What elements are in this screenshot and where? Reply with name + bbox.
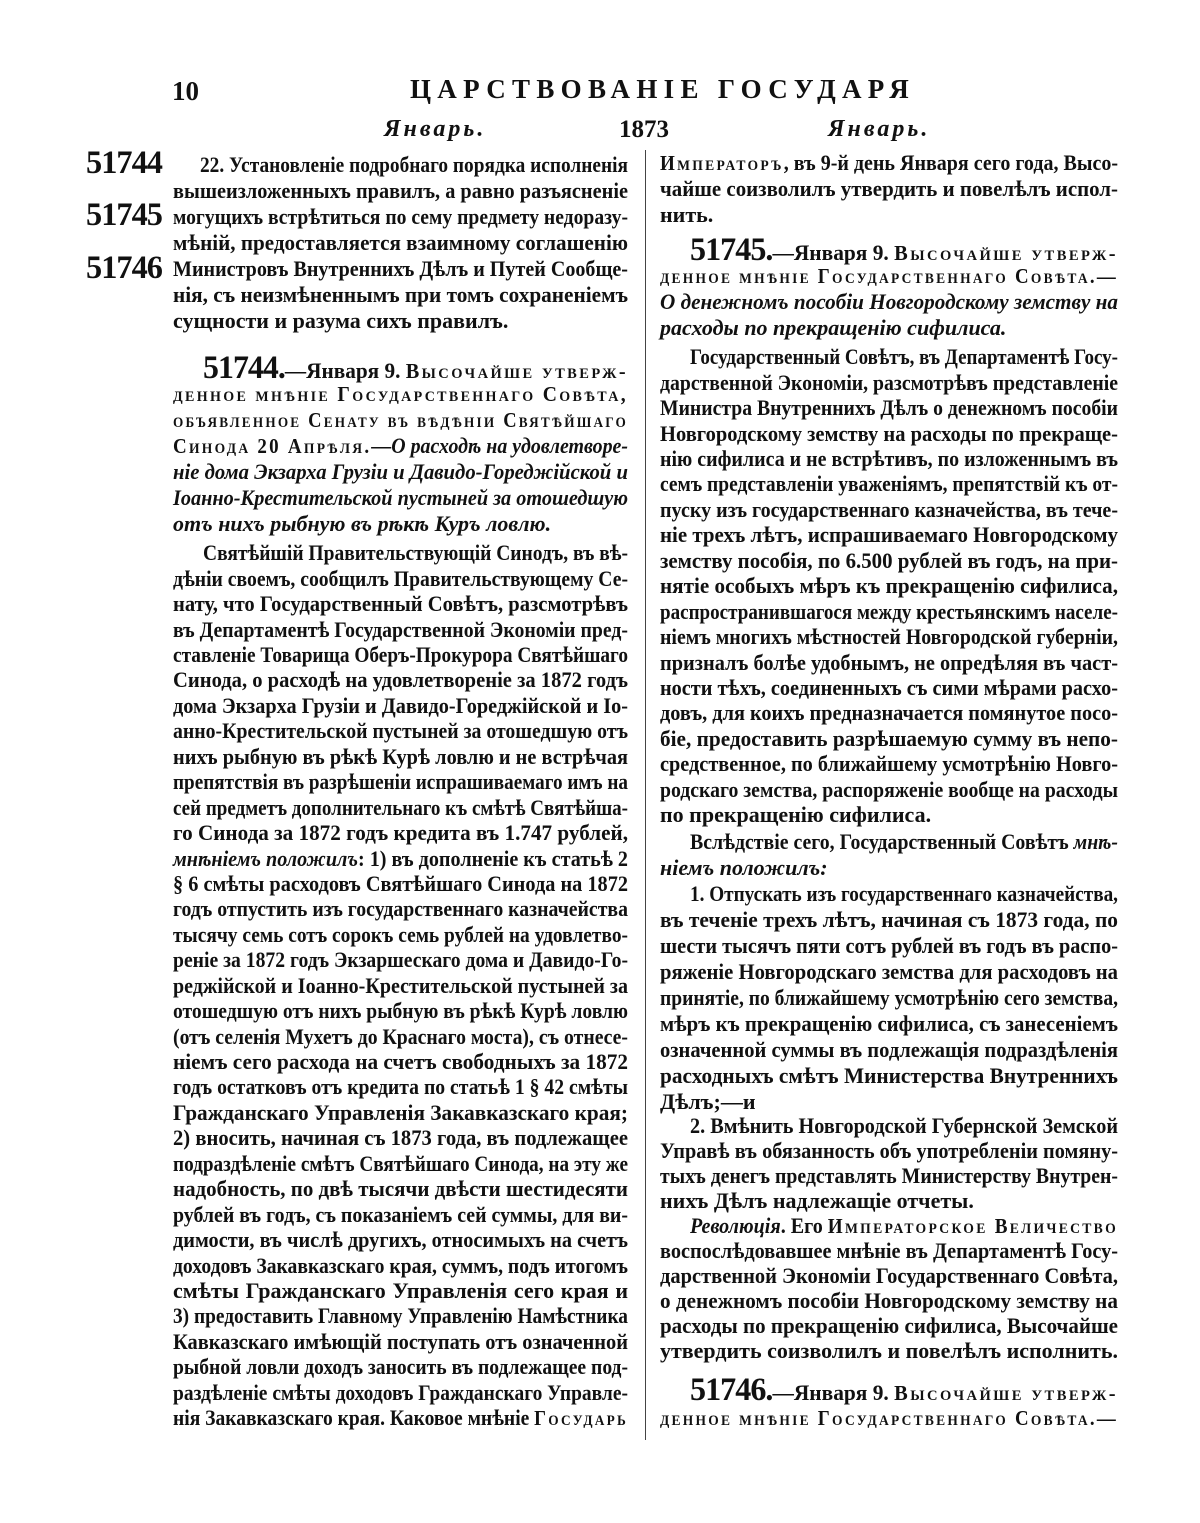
- text-line: [173, 1253, 628, 1278]
- act-51745-resolution: [660, 829, 1118, 881]
- text-run: —Января 9.: [284, 358, 406, 383]
- text-run: надобность, по двѣ тысячи двѣсти шестидесяти: [173, 1176, 628, 1202]
- text-run: ряженіе Новгородскаго земства для расходовъ на: [660, 959, 1118, 984]
- text-run: призналъ болѣе удобнымъ, не опредѣляя въ част-: [660, 649, 1118, 675]
- text-run: 3) предоставить Главному Управленію Намѣстника: [173, 1303, 628, 1329]
- text-line: [660, 1188, 1118, 1213]
- text-line: [660, 777, 1118, 802]
- act-51744-heading: [173, 350, 628, 537]
- text-run: подраздѣленіе смѣтъ Святѣйшаго Синода, на эту же: [173, 1150, 628, 1176]
- text-run: рыбной ловли доходъ заносить въ подлежащее под-: [173, 1354, 628, 1380]
- italic-text: Революція: [690, 1212, 781, 1238]
- text-line: [173, 1354, 628, 1379]
- text-run: дарственной Экономіи, разсмотрѣвъ представленіе: [660, 369, 1118, 395]
- text-line: [173, 642, 628, 667]
- text-line: [660, 1037, 1118, 1063]
- text-line: [660, 650, 1118, 675]
- text-line: [173, 204, 628, 230]
- text-line: [660, 802, 1118, 827]
- text-line: [660, 675, 1118, 700]
- text-run: нятіе особыхъ мѣръ къ прекращенію сифилиса,: [660, 573, 1118, 599]
- text-line: [173, 540, 628, 565]
- text-run: доходовъ Закавказскаго края, суммъ, подъ итогомъ: [173, 1252, 628, 1278]
- item-22: [173, 152, 628, 334]
- text-run: реніе за 1872 годъ Экзаршескаго дома и Давидо-Го-: [173, 947, 628, 973]
- text-line: [173, 871, 628, 896]
- margin-number: 51746: [86, 250, 162, 286]
- text-line: [173, 566, 628, 591]
- small-caps-text: Императоръ: [660, 151, 784, 175]
- text-run: смѣты Гражданскаго Управленія сего края и: [173, 1277, 628, 1303]
- text-run: мѣній, предоставляется взаимному соглашенію: [173, 230, 628, 255]
- text-line: [173, 1227, 628, 1252]
- page-number: 10: [172, 76, 199, 106]
- text-line: [173, 152, 628, 178]
- text-line: [660, 1338, 1118, 1363]
- text-line: [660, 548, 1118, 573]
- text-line: [660, 726, 1118, 751]
- text-line: [173, 1049, 628, 1074]
- act-51744-end: [660, 150, 1118, 228]
- text-run: земству пособія, по 6.500 рублей въ годъ, на при-: [660, 547, 1118, 573]
- text-run: нихъ Дѣлъ надлежащіе отчеты.: [660, 1187, 974, 1213]
- text-line: [660, 624, 1118, 649]
- text-run: Кавказскаго имѣющій поступать отъ означенной: [173, 1328, 628, 1354]
- text-run: —Января 9.: [772, 240, 895, 265]
- text-line: [173, 1380, 628, 1405]
- text-line: [173, 350, 628, 386]
- text-line: [660, 573, 1118, 598]
- text-run: димости, въ числѣ другихъ, относимыхъ на счетъ: [173, 1227, 628, 1253]
- text-line: [173, 922, 628, 947]
- text-run: реджійской и Іоанно-Крестительской пустыней за: [173, 972, 628, 998]
- text-line: [173, 381, 628, 407]
- text-line: [660, 1213, 1118, 1238]
- margin-number: 51745: [86, 197, 162, 233]
- text-run: означенной суммы въ подлежащія подраздѣленія: [660, 1037, 1118, 1062]
- italic-text: Іоанно-Крестительской пустыней за отошедшую: [173, 485, 628, 510]
- text-line: [173, 407, 628, 433]
- text-line: [173, 1176, 628, 1201]
- italic-text: —О расходѣ на удовлетворе-: [371, 433, 628, 458]
- text-run: мѣръ къ прекращенію сифилиса, съ занесеніемъ: [660, 1011, 1118, 1036]
- text-line: [660, 1404, 1118, 1431]
- text-run: Министровъ Внутреннихъ Дѣлъ и Путей Сообще-: [173, 256, 628, 281]
- text-line: [173, 308, 628, 334]
- text-run: Государственный Совѣтъ, въ Департаментѣ Госу-: [690, 344, 1118, 370]
- text-line: [173, 1074, 628, 1099]
- text-line: [173, 667, 628, 692]
- text-run: принятіе, по ближайшему усмотрѣнію сего земства,: [660, 985, 1118, 1010]
- act-51746-heading: [660, 1371, 1118, 1431]
- text-line: [173, 947, 628, 972]
- text-run: 2) вносить, начиная съ 1873 года, въ подлежащее: [173, 1125, 628, 1151]
- text-run: средственное, по ближайшему усмотрѣнію Новго-: [660, 751, 1118, 777]
- text-line: [173, 256, 628, 282]
- act-number: 51746.: [690, 1371, 773, 1408]
- text-line: [660, 522, 1118, 547]
- text-run: годъ отпустить изъ государственнаго казначейства: [173, 896, 628, 922]
- text-line: [660, 933, 1118, 959]
- text-line: [660, 289, 1118, 315]
- text-line: [173, 282, 628, 308]
- text-run: пуску изъ государственнаго казначейства, въ тече-: [660, 496, 1118, 522]
- text-run: тыхъ денегъ представлять Министерству Внутрен-: [660, 1162, 1118, 1188]
- text-run: (отъ селенія Мухетъ до Краснаго моста), съ отнесе-: [173, 1023, 628, 1049]
- text-run: § 6 смѣты расходовъ Святѣйшаго Синода на 1872: [173, 870, 628, 896]
- text-run: Управѣ въ обязанность объ употребленіи помяну-: [660, 1137, 1118, 1163]
- text-run: сей предметъ дополнительнаго къ смѣтѣ Святѣйша-: [173, 794, 628, 820]
- text-run: отошедшую отъ нихъ рыбную въ рѣкѣ Курѣ ловлю: [173, 998, 628, 1024]
- act-51745-point-2: [660, 1113, 1118, 1213]
- running-title: ЦАРСТВОВАНІЕ ГОСУДАРЯ: [410, 74, 915, 104]
- text-line: [660, 344, 1118, 369]
- text-run: чайше соизволилъ утвердить и повелѣлъ испол-: [660, 176, 1118, 201]
- text-run: ніе трехъ лѣтъ, испрашиваемаго Новгородскому: [660, 522, 1118, 548]
- text-line: [173, 1278, 628, 1303]
- text-run: Святѣйшій Правительствующій Синодъ, въ вѣ-: [203, 540, 628, 566]
- text-line: [173, 1303, 628, 1328]
- act-51745-body: [660, 344, 1118, 827]
- text-line: [660, 1263, 1118, 1288]
- text-run: дѣніи своемъ, сообщилъ Правительствующему Се-: [173, 565, 628, 591]
- text-run: ности тѣхъ, соединенныхъ съ сими мѣрами расхо-: [660, 674, 1118, 700]
- small-caps-text: денное мнѣніе Государственнаго Совѣта.—: [660, 264, 1118, 288]
- act-number: 51745.: [690, 232, 773, 268]
- text-line: [660, 1163, 1118, 1188]
- text-line: [660, 1089, 1118, 1115]
- text-run: , въ 9-й день Января сего года, Высо-: [783, 150, 1118, 175]
- text-run: въ теченіе трехъ лѣтъ, начиная съ 1873 года, по: [660, 907, 1118, 932]
- text-run: нихъ рыбную въ рѣкѣ Курѣ ловлю и не встрѣчая: [173, 743, 628, 769]
- text-line: [173, 820, 628, 845]
- text-run: раздѣленіе смѣты доходовъ Гражданскаго Управле-: [173, 1379, 628, 1405]
- text-line: [173, 591, 628, 616]
- italic-text: мнѣ-: [1073, 829, 1118, 854]
- text-line: [173, 744, 628, 769]
- text-line: [660, 1238, 1118, 1263]
- italic-text: ніемъ положилъ:: [660, 855, 828, 880]
- act-number: 51744.: [203, 350, 285, 386]
- text-line: [173, 1202, 628, 1227]
- text-line: [660, 176, 1118, 202]
- text-run: нату, что Государственный Совѣтъ, разсмотрѣвъ: [173, 591, 628, 617]
- italic-text: ніе дома Экзарха Грузіи и Давидо-Гореджійской и: [173, 459, 628, 484]
- text-line: [173, 973, 628, 998]
- italic-text: расходы по прекращенію сифилиса.: [660, 315, 1007, 340]
- text-run: годъ остатковъ отъ кредита по статьѣ 1 § 42 смѣты: [173, 1074, 628, 1100]
- text-run: могущихъ встрѣтиться по сему предмету недоразу-: [173, 204, 628, 229]
- text-line: [660, 263, 1118, 289]
- text-line: [660, 1011, 1118, 1037]
- text-line: [660, 829, 1118, 855]
- text-run: распространившагося между крестьянскимъ населе-: [660, 598, 1118, 624]
- text-run: нія Закавказскаго края. Каковое мнѣніе: [173, 1405, 535, 1431]
- text-run: довъ, для коихъ предназначается помянутое посо-: [660, 700, 1118, 726]
- small-caps-text: Синода 20 Апрѣля.: [173, 434, 372, 458]
- small-caps-text: Высочайше утверж-: [894, 241, 1118, 265]
- small-caps-text: денное мнѣніе Государственнаго Совѣта.—: [660, 1405, 1118, 1430]
- year: 1873: [619, 116, 669, 143]
- text-line: [173, 1151, 628, 1176]
- text-line: [660, 881, 1118, 907]
- text-line: [173, 511, 628, 537]
- text-line: [660, 471, 1118, 496]
- text-line: [173, 1100, 628, 1125]
- text-run: сущности и разума сихъ правилъ.: [173, 308, 509, 333]
- small-caps-text: Высочайше утверж-: [894, 1380, 1118, 1405]
- text-line: [660, 959, 1118, 985]
- month-right: Январь.: [828, 116, 931, 142]
- text-line: [660, 599, 1118, 624]
- text-line: [660, 315, 1118, 341]
- text-run: —Января 9.: [772, 1379, 895, 1405]
- text-line: [660, 202, 1118, 228]
- text-line: [173, 718, 628, 743]
- text-run: Синода, о расходѣ на удовлетвореніе за 1872 годъ: [173, 667, 628, 693]
- text-run: го Синода за 1872 годъ кредита въ 1.747 рублей,: [173, 820, 628, 846]
- text-run: ставленіе Товарища Оберъ-Прокурора Святѣйшаго: [173, 642, 628, 668]
- text-line: [173, 795, 628, 820]
- text-run: ніемъ многихъ мѣстностей Новгородской губерніи,: [660, 624, 1118, 650]
- text-run: шести тысячъ пяти сотъ рублей въ годъ въ распо-: [660, 933, 1118, 958]
- text-line: [660, 370, 1118, 395]
- act-51745-heading: [660, 232, 1118, 341]
- text-line: [660, 855, 1118, 881]
- text-run: нія, съ неизмѣненнымъ при томъ сохраненіемъ: [173, 282, 628, 307]
- text-run: семъ представленіи уваженіямъ, препятствій къ от-: [660, 471, 1118, 497]
- text-line: [660, 1138, 1118, 1163]
- text-line: [173, 1329, 628, 1354]
- text-line: [660, 421, 1118, 446]
- act-51744-body: [173, 540, 628, 1430]
- text-run: Дѣлъ;—и: [660, 1089, 756, 1114]
- text-run: родскаго земства, распоряженіе вообще на расходы: [660, 776, 1118, 802]
- text-run: 1. Отпускать изъ государственнаго казначейства,: [690, 881, 1118, 906]
- text-run: воспослѣдовавшее мнѣніе въ Департаментѣ Госу-: [660, 1237, 1118, 1263]
- text-run: Вслѣдствіе сего, Государственный Совѣтъ: [690, 829, 1074, 854]
- text-line: [173, 230, 628, 256]
- text-run: вышеизложенныхъ правилъ, а равно разъясненіе: [173, 178, 628, 203]
- margin-number: 51744: [86, 145, 162, 181]
- text-line: [660, 497, 1118, 522]
- italic-text: мнѣніемъ положилъ: [173, 845, 358, 871]
- text-run: Гражданскаго Управленія Закавказскаго края;: [173, 1099, 628, 1125]
- text-run: : 1) въ дополненіе къ статьѣ 2: [357, 845, 628, 871]
- text-line: [660, 446, 1118, 471]
- text-run: 22. Установленіе подробнаго порядка исполненія: [200, 152, 628, 177]
- text-run: рублей въ годъ, съ показаніемъ сей суммы, для ви-: [173, 1201, 628, 1227]
- text-line: [173, 485, 628, 511]
- text-line: [173, 178, 628, 204]
- text-line: [173, 1125, 628, 1150]
- text-line: [173, 1405, 628, 1430]
- small-caps-text: Высочайше утверж-: [405, 359, 628, 383]
- text-line: [660, 150, 1118, 176]
- text-line: [660, 232, 1118, 268]
- small-caps-text: объявленное Сенату въ вѣдѣніи Святѣйшаго: [173, 408, 628, 432]
- text-run: 2. Вмѣнить Новгородской Губернской Земской: [690, 1112, 1118, 1138]
- text-line: [173, 998, 628, 1023]
- text-line: [173, 617, 628, 642]
- text-run: анно-Крестительской пустыней за отошедшую отъ: [173, 718, 628, 744]
- text-line: [660, 1113, 1118, 1138]
- text-run: расходныхъ смѣтъ Министерства Внутреннихъ: [660, 1063, 1118, 1088]
- text-line: [660, 1371, 1118, 1408]
- text-line: [660, 700, 1118, 725]
- italic-text: О денежномъ пособіи Новгородскому земству на: [660, 289, 1118, 314]
- text-line: [660, 751, 1118, 776]
- text-line: [660, 1288, 1118, 1313]
- text-run: Министра Внутреннихъ Дѣлъ о денежномъ пособіи: [660, 395, 1118, 421]
- small-caps-text: Императорское Величество: [827, 1213, 1118, 1238]
- text-run: нить.: [660, 202, 714, 227]
- small-caps-text: денное мнѣніе Государственнаго Совѣта,: [173, 382, 628, 406]
- text-line: [660, 1313, 1118, 1338]
- text-run: въ Департаментѣ Государственной Экономіи пред-: [173, 616, 628, 642]
- text-line: [173, 896, 628, 921]
- text-run: по прекращенію сифилиса.: [660, 802, 932, 828]
- text-line: [173, 433, 628, 459]
- text-run: ніемъ сего расхода на счетъ свободныхъ за 1872: [173, 1049, 628, 1075]
- text-line: [173, 1024, 628, 1049]
- text-run: дома Экзарха Грузіи и Давидо-Гореджійской и Іо-: [173, 692, 628, 718]
- act-51745-point-1: [660, 881, 1118, 1115]
- text-line: [173, 693, 628, 718]
- text-line: [173, 846, 628, 871]
- text-run: утвердить соизволилъ и повелѣлъ исполнить.: [660, 1337, 1118, 1363]
- text-line: [660, 395, 1118, 420]
- italic-text: отъ нихъ рыбную въ рѣкѣ Куръ ловлю.: [173, 511, 552, 536]
- text-run: дарственной Экономіи Государственнаго Совѣта,: [660, 1262, 1118, 1288]
- text-line: [660, 985, 1118, 1011]
- small-caps-text: Государь: [534, 1406, 628, 1431]
- month-left: Январь.: [384, 116, 487, 142]
- text-line: [660, 1063, 1118, 1089]
- act-51745-decision: [660, 1213, 1118, 1363]
- text-run: расходы по прекращенію сифилиса, Высочайше: [660, 1312, 1118, 1338]
- text-run: препятствія въ разрѣшеніи испрашиваемаго имъ на: [173, 769, 628, 795]
- text-run: Новгородскому земству на расходы по прекраще-: [660, 420, 1118, 446]
- text-run: тысячу семь сотъ сорокъ семь рублей на удовлетво-: [173, 921, 628, 947]
- text-run: біе, предоставить разрѣшаемую сумму въ непо-: [660, 725, 1118, 751]
- column-divider: [645, 150, 646, 1440]
- text-line: [660, 907, 1118, 933]
- text-line: [173, 769, 628, 794]
- text-run: . Его: [780, 1212, 828, 1238]
- text-line: [173, 459, 628, 485]
- text-run: о денежномъ пособіи Новгородскому земству на: [660, 1287, 1118, 1313]
- text-run: нію сифилиса и не встрѣтивъ, по изложеннымъ въ: [660, 446, 1118, 472]
